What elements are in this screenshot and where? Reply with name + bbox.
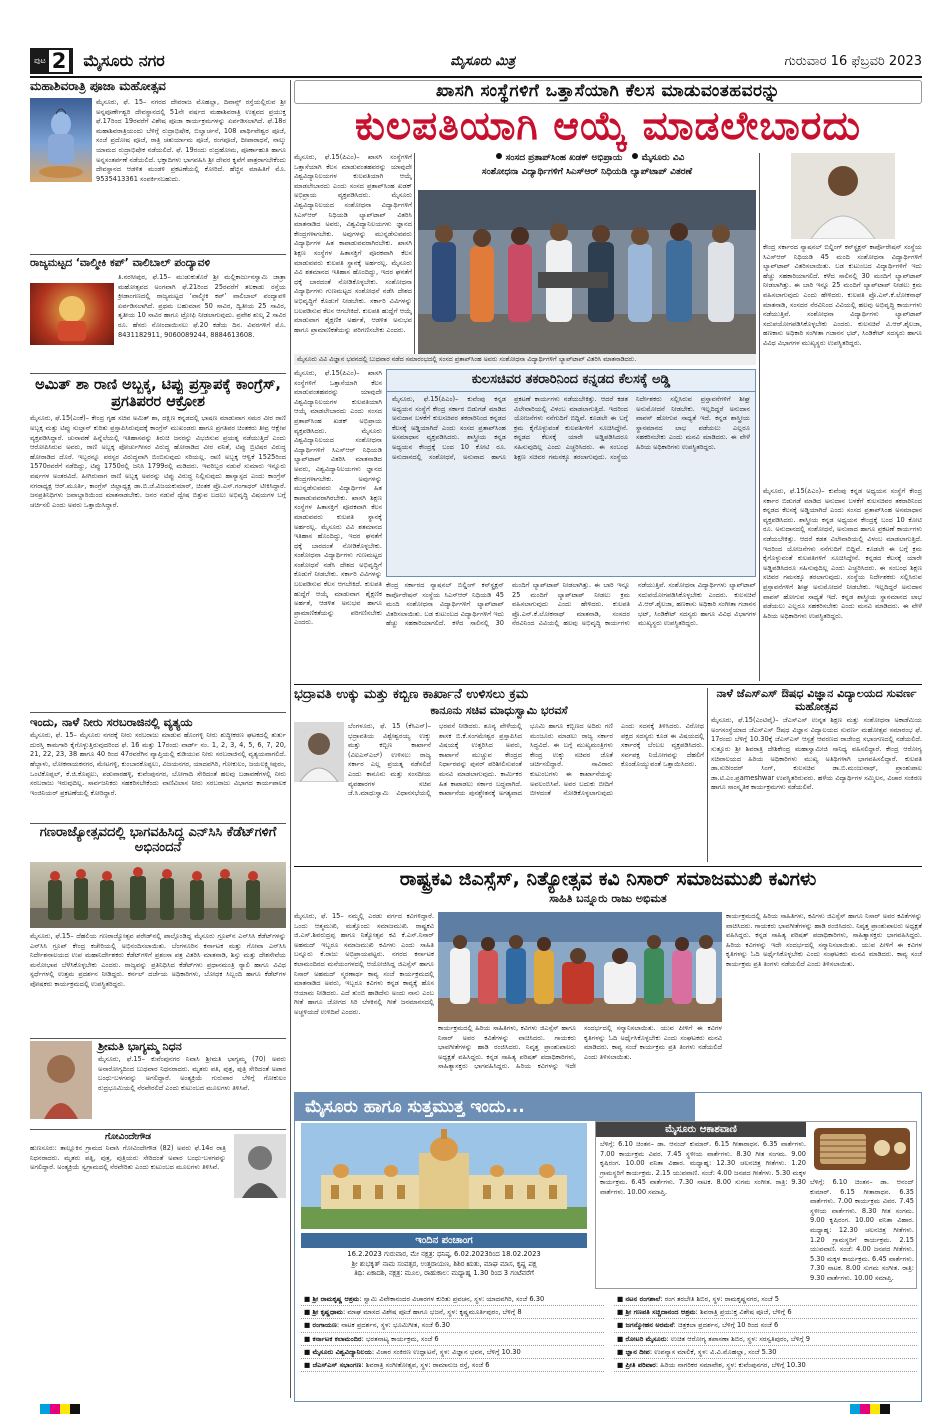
- event-title: ರಂಗಾಯಣ: [312, 1321, 337, 1330]
- event-detail: ಉಚಿತ ಆರೋಗ್ಯ ತಪಾಸಣಾ ಶಿಬಿರ, ಸ್ಥಳ: ಸರಸ್ವತಿಪುರಂ, ಬೆಳಿಗ್ಗೆ 9: [670, 1334, 811, 1343]
- column-divider: [290, 80, 291, 1398]
- divider: [30, 1038, 286, 1039]
- events-list: [301, 1293, 917, 1399]
- headline: ನಾಳೆ ಜೆಎಸ್‌ಎಸ್ ಔಷಧ ವಿಜ್ಞಾನ ವಿದ್ಯಾಲಯದ ಸುವರ್ಣ ಮಹೋತ್ಸವ: [716, 688, 917, 713]
- rashtrakavi-body-right: [726, 912, 922, 1088]
- headline: ಗೋವಿಂದೇಗೌಡ: [104, 1132, 152, 1142]
- portrait-photo: [234, 1134, 286, 1198]
- panchanga-line-3: ತಿಥಿ: ಏಕಾದಶಿ, ನಕ್ಷತ್ರ: ಮೂಲ, ರಾಹುಕಾಲ: ಮಧ್ಯಾಹ್ನ 1.30 ರಿಂದ 3 ಗಂಟೆವರೆಗೆ: [354, 1269, 534, 1278]
- story-body: ಮೈಸೂರು, ಫೆ. 15– ಮೈಸೂರು ನಗರಕ್ಕೆ ನೀರು ಸರಬರಾಜು ಮಾಡುವ ಹೊಂಗಳ್ಳಿ ನೀರು ಶುದ್ಧೀಕರಣ ಘಟಕದಲ್ಲಿ ತುರ್ತು ದುರಸ್ತಿ ಕಾಮಗಾರಿ ಕೈಗೊಳ್ಳುತ್ತಿರುವುದರಿಂದ ಫೆ. 16 ಮತ್ತು 17ರಂದು ವಾರ್ಡ್ ನಂ. 1, 2, 3, 4, 5, 6, 7, 20, 21, 22, 23, 38 ಹಾಗೂ 40 ರಿಂದ 47ರವರೆಗಿನ ವ್ಯಾಪ್ತಿಯಲ್ಲಿ ಕುಡಿಯುವ ನೀರು ಸರಬರಾಜಿನಲ್ಲಿ ವ್ಯತ್ಯಯವಾಗಲಿದೆ. ಹೆಬ್ಬಾಳು, ಲೋಕನಾಯಕನಗರ, ಮೇಟಗಳ್ಳಿ, ಕುಂಬಾರಕೊಪ್ಪಲು, ವಿಜಯನಗರ, ಯಾದವಗಿರಿ, ಗೋಕುಲಂ, ಜಯಲಕ್ಷ್ಮೀಪುರಂ, ಒಂಟಿಕೊಪ್ಪಲ್, ಕೆ.ಜಿ.ಕೊಪ್ಪಲು, ಪಡುವಾರಹಳ್ಳಿ, ಕುವೆಂಪುನಗರ, ಬೋಗಾದಿ ಸೇರಿದಂತೆ ಹಲವು ಬಡಾವಣೆಗಳಲ್ಲಿ ನೀರು ಸರಬರಾಜು ಇರುವುದಿಲ್ಲ. ಸಾರ್ವಜನಿಕರು ಸಹಕರಿಸಬೇಕೆಂದು ವಾಣಿವಿಲಾಸ ನೀರು ಸರಬರಾಜು ವಿಭಾಗದ ಕಾರ್ಯಪಾಲಕ ಇಂಜಿನಿಯರ್ ಪ್ರಕಟಣೆಯಲ್ಲಿ ಕೋರಿದ್ದಾರೆ.: [30, 731, 286, 797]
- subhead: ಕಾನೂನು ಸಚಿವ ಮಾಧುಸ್ವಾಮಿ ಭರವಸೆ: [430, 703, 568, 717]
- story-ncc: [30, 826, 286, 1036]
- issue-date: ಗುರುವಾರ 16 ಫೆಬ್ರವರಿ 2023: [784, 53, 922, 69]
- lead-photo-caption: ಮೈಸೂರು ವಿವಿ ವಿಜ್ಞಾನ ಭವನದಲ್ಲಿ ಬುಧವಾರ ನಡೆದ ಸಮಾರಂಭದಲ್ಲಿ ಸಂಸದ ಪ್ರತಾಪ್‌ಸಿಂಹ ಅವರು ಸಂಶೋಧನಾ ವಿದ್ಯಾರ್ಥಿಗಳಿಗೆ ಲ್ಯಾಪ್‌ಟಾಪ್ ವಿತರಿಸಿ ಮಾತನಾಡಿದರು.: [294, 354, 756, 365]
- story-amit-shah: [30, 377, 286, 711]
- event-title: ರೋಟರಿ ಮೈಸೂರು: [625, 1334, 667, 1343]
- divider: [30, 254, 286, 255]
- lead-photo-laptop-distribution: [418, 190, 756, 354]
- bullet-icon: [632, 153, 638, 159]
- headline: ಗಣರಾಜ್ಯೋತ್ಸವದಲ್ಲಿ ಭಾಗವಹಿಸಿದ್ದ ಎನ್‌ಸಿಸಿ ಕೆಡೆಟ್‌ಗಳಿಗೆ ಅಭಿನಂದನೆ: [39, 826, 277, 855]
- subhead-3: ಸಂಶೋಧನಾ ವಿದ್ಯಾರ್ಥಿಗಳಿಗೆ ಸಿಎಸ್‌ಆರ್ ನಿಧಿಯಡಿ ಲ್ಯಾಪ್‌ಟಾಪ್ ವಿತರಣೆ: [481, 167, 693, 177]
- story-body: ಮೈಸೂರು, ಫೆ.15(ಪಿಎಂ)– ಕುವೆಂಪು ಕನ್ನಡ ಅಧ್ಯಯನ ಸಂಸ್ಥೆಗೆ ಕೇಂದ್ರ ಸರ್ಕಾರ ಬಿಡುಗಡೆ ಮಾಡಿದ ಅನುದಾನ ಬಳಕೆಗೆ ಕುಲಸಚಿವರ ತಕರಾರಿನಿಂದ ಕನ್ನಡದ ಕೆಲಸಕ್ಕೆ ಅಡ್ಡಿಯಾಗಿದೆ ಎಂದು ಸಂಸದ ಪ್ರತಾಪ್‌ಸಿಂಹ ಅಸಮಾಧಾನ ವ್ಯಕ್ತಪಡಿಸಿದರು. ಶಾಸ್ತ್ರೀಯ ಕನ್ನಡ ಅಧ್ಯಯನ ಕೇಂದ್ರಕ್ಕೆ ಬಂದ 10 ಕೋಟಿ ರೂ. ಅನುದಾನದಲ್ಲಿ ಸಂಶೋಧನೆ, ಅನುವಾದ ಹಾಗೂ ಪ್ರಕಟಣೆ ಕಾರ್ಯಗಳು ನಡೆಯಬೇಕಿತ್ತು. ಆದರೆ ಕಡತ ವಿಲೇವಾರಿಯಲ್ಲಿ ವಿಳಂಬ ಮಾಡಲಾಗುತ್ತಿದೆ. ಇದರಿಂದ ಯೋಜನೆಗಳು ನನೆಗುದಿಗೆ ಬಿದ್ದಿವೆ. ಕೂಡಲೇ ಈ ಬಗ್ಗೆ ಕ್ರಮ ಕೈಗೊಳ್ಳುವಂತೆ ಕುಲಪತಿಗಳಿಗೆ ಸೂಚಿಸಿದ್ದೇನೆ. ಕನ್ನಡದ ಕೆಲಸಕ್ಕೆ ಯಾರೇ ಅಡ್ಡಿಪಡಿಸಿದರೂ ಸಹಿಸುವುದಿಲ್ಲ ಎಂದು ಎಚ್ಚರಿಸಿದರು. ಈ ಸಂಬಂಧ ಶಿಕ್ಷಣ ಸಚಿವರ ಗಮನಕ್ಕೂ ತರಲಾಗುವುದು. ಸಂಸ್ಥೆಯ ನಿರ್ದೇಶಕರು ಸಲ್ಲಿಸಿರುವ ಪ್ರಸ್ತಾವನೆಗಳಿಗೆ ಶೀಘ್ರ ಅನುಮೋದನೆ ನೀಡಬೇಕು. ಇಲ್ಲದಿದ್ದರೆ ಅನುದಾನ ವಾಪಸ್ ಹೋಗುವ ಸಾಧ್ಯತೆ ಇದೆ. ಕನ್ನಡ ಶಾಸ್ತ್ರೀಯ ಸ್ಥಾನಮಾನದ ಲಾಭ ಪಡೆಯಲು ಎಲ್ಲರೂ ಸಹಕರಿಸಬೇಕು ಎಂದು ಮನವಿ ಮಾಡಿದರು. ಈ ವೇಳೆ ಹಿರಿಯ ಅಧಿಕಾರಿಗಳು ಉಪಸ್ಥಿತರಿದ್ದರು.: [763, 487, 922, 620]
- story-body: ಮೈಸೂರು, ಫೆ.15(ಎಂಕೆ)– ಕೇಂದ್ರ ಗೃಹ ಸಚಿವ ಅಮಿತ್ ಶಾ, ದಕ್ಷಿಣ ಕನ್ನಡದಲ್ಲಿ ಭಾಷಣ ಮಾಡುವಾಗ ಸಮರ ವೀರ ರಾಣಿ ಅಬ್ಬಕ್ಕ ಮತ್ತು ಟಿಪ್ಪು ಸುಲ್ತಾನ್ ಕುರಿತು ಪ್ರಸ್ತಾಪಿಸಿರುವುದಕ್ಕೆ ಕಾಂಗ್ರೆಸ್ ಮುಖಂಡರು ಹಾಗೂ ಪ್ರಗತಿಪರ ಚಿಂತಕರು ತೀವ್ರ ಆಕ್ಷೇಪ ವ್ಯಕ್ತಪಡಿಸಿದ್ದಾರೆ. ಚುನಾವಣೆ ಹಿನ್ನೆಲೆಯಲ್ಲಿ ಇತಿಹಾಸವನ್ನು ತಿರುಚಿ ಜನರನ್ನು ವಿಭಜಿಸುವ ಪ್ರಯತ್ನ ನಡೆಯುತ್ತಿದೆ ಎಂದು ಆರೋಪಿಸಿರುವ ಅವರು, ರಾಣಿ ಅಬ್ಬಕ್ಕ ಪೋರ್ಚುಗೀಸರ ವಿರುದ್ಧ ಹೋರಾಡಿದ ವೀರ ವನಿತೆ, ಟಿಪ್ಪು ಬ್ರಿಟಿಷರ ವಿರುದ್ಧ ಹೋರಾಡಿದ ದೊರೆ. ಇಬ್ಬರನ್ನೂ ಪರಸ್ಪರ ವಿರುದ್ಧವಾಗಿ ಬಿಂಬಿಸುವುದು ಸರಿಯಲ್ಲ. ರಾಣಿ ಅಬ್ಬಕ್ಕ ಆಳ್ವಿಕೆ 1525ರಿಂದ 1570ರವರೆಗೆ ನಡೆದಿದ್ದು, ಟಿಪ್ಪು 1750ರಲ್ಲಿ ಜನಿಸಿ 1799ರಲ್ಲಿ ಮಡಿದರು. ಇವರಿಬ್ಬರ ನಡುವೆ ಸುಮಾರು ಇನ್ನೂರು ವರ್ಷಗಳ ಅಂತರವಿದೆ. ಹೀಗಿರುವಾಗ ರಾಣಿ ಅಬ್ಬಕ್ಕ ಅವರನ್ನು ಟಿಪ್ಪು ವಿರುದ್ಧ ನಿಲ್ಲಿಸುವುದು ಹಾಸ್ಯಾಸ್ಪದ ಎಂದು ಕಾಂಗ್ರೆಸ್ ನಗರಾಧ್ಯಕ್ಷ ಆರ್.ಮೂರ್ತಿ, ಕಾಂಗ್ರೆಸ್ ಜಿಲ್ಲಾಧ್ಯಕ್ಷ ಡಾ.ಬಿ.ಜೆ.ವಿಜಯಕುಮಾರ್, ಚಿಂತಕ ಪ್ರೊ.ಎಸ್.ಗಂಗಾಧರ್ ಟೀಕಿಸಿದ್ದಾರೆ. ಜನಪ್ರತಿನಿಧಿಗಳು ಜವಾಬ್ದಾರಿಯಿಂದ ಮಾತನಾಡಬೇಕು. ಜನರ ನಡುವೆ ದ್ವೇಷ ಬಿತ್ತುವ ಬದಲು ಅಭಿವೃದ್ಧಿ ವಿಷಯಗಳ ಬಗ್ಗೆ ಚರ್ಚಿಸಲಿ ಎಂದು ಅವರು ಒತ್ತಾಯಿಸಿದ್ದಾರೆ.: [30, 414, 286, 509]
- portrait-photo: [30, 1041, 92, 1119]
- page-label: ಪುಟ: [34, 56, 46, 65]
- event-title: ಶ್ರೀ ರಾಮಕೃಷ್ಣ ಆಶ್ರಮ: [312, 1295, 360, 1303]
- event-item: ■ ಶ್ರೀ ಗಣಪತಿ ಸಚ್ಚಿದಾನಂದ ಆಶ್ರಮ: ಶಿವರಾತ್ರಿ ಪ್ರಯುಕ್ತ ವಿಶೇಷ ಪೂಜೆ, ಬೆಳಿಗ್ಗೆ 6: [614, 1306, 917, 1319]
- headline: ಇಂದು, ನಾಳೆ ನೀರು ಸರಬರಾಜಿನಲ್ಲಿ ವ್ಯತ್ಯಯ: [30, 716, 193, 729]
- print-registration-bar: [40, 1404, 80, 1414]
- story-body: ಕಾರ್ಯಕ್ರಮದಲ್ಲಿ ಹಿರಿಯ ಸಾಹಿತಿಗಳು, ಕವಿಗಳು ಜಿಎಸ್ಸೆಸ್ ಹಾಗೂ ನಿಸಾರ್ ಅವರ ಕವಿತೆಗಳನ್ನು ವಾಚಿಸಿದರು. ಗಾಯಕರು ಭಾವಗೀತೆಗಳನ್ನು ಹಾಡಿ ರಂಜಿಸಿದರು. ನಿವೃತ್ತ ಪ್ರಾಂಶುಪಾಲರು ಅಧ್ಯಕ್ಷತೆ ವಹಿಸಿದ್ದರು. ಕನ್ನಡ ಸಾಹಿತ್ಯ ಪರಿಷತ್ ಪದಾಧಿಕಾರಿಗಳು, ಸಾಹಿತ್ಯಾಸಕ್ತರು ಭಾಗವಹಿಸಿದ್ದರು. ಹಿರಿಯ ಕವಿಗಳನ್ನು ಇದೇ ಸಂದರ್ಭದಲ್ಲಿ ಸನ್ಮಾನಿಸಲಾಯಿತು. ಯುವ ಪೀಳಿಗೆ ಈ ಕವಿಗಳ ಕೃತಿಗಳನ್ನು ಓದಿ ಅರ್ಥೈಸಿಕೊಳ್ಳಬೇಕು ಎಂದು ಸಂಘಟಕರು ಮನವಿ ಮಾಡಿದರು. ಕಾವ್ಯ ಸಂಜೆ ಕಾರ್ಯಕ್ರಮ ಪ್ರತಿ ತಿಂಗಳು ನಡೆಯಲಿದೆ ಎಂದು ತಿಳಿಸಲಾಯಿತು.: [438, 1024, 722, 1071]
- story-body: ಮೈಸೂರು, ಫೆ.15– ಕುವೆಂಪುನಗರ ನಿವಾಸಿ ಶ್ರೀಮತಿ ಭಾಗ್ಯಮ್ಮ (70) ಅವರು ಅನಾರೋಗ್ಯದಿಂದ ಬುಧವಾರ ನಿಧನರಾದರು. ಮೃತರು ಪತಿ, ಪುತ್ರ, ಪುತ್ರಿ ಸೇರಿದಂತೆ ಅಪಾರ ಬಂಧು-ಬಳಗವನ್ನು ಅಗಲಿದ್ದಾರೆ. ಅಂತ್ಯಕ್ರಿಯೆ ಗುರುವಾರ ಬೆಳಿಗ್ಗೆ ಗೋಕುಲಂ ರುದ್ರಭೂಮಿಯಲ್ಲಿ ನೆರವೇರಲಿದೆ ಎಂದು ಕುಟುಂಬದ ಮೂಲಗಳು ತಿಳಿಸಿವೆ.: [98, 1055, 286, 1092]
- bullet-icon: [496, 153, 502, 159]
- event-detail: ರಂಗ ತರಬೇತಿ ಶಿಬಿರ, ಸ್ಥಳ: ರಾಮಕೃಷ್ಣನಗರ, ಸಂಜೆ 5: [664, 1295, 779, 1303]
- divider: [294, 866, 922, 867]
- rashtrakavi-body-under-photo: [438, 1024, 722, 1088]
- event-detail: ಹಿರಿಯ ನಾಗರಿಕರ ಸಮಾವೇಶ, ಸ್ಥಳ: ಕುವೆಂಪುನಗರ, ಬೆಳಿಗ್ಗೆ 10.30: [660, 1361, 806, 1370]
- subhead-1: ಸಂಸದ ಪ್ರತಾಪ್‌ಸಿಂಹ ಖಡಕ್ ಅಭಿಪ್ರಾಯ: [505, 153, 623, 163]
- event-item: ■ ಪ್ರೀತಿ ಪರಿವಾರ: ಹಿರಿಯ ನಾಗರಿಕರ ಸಮಾವೇಶ, ಸ್ಥಳ: ಕುವೆಂಪುನಗರ, ಬೆಳಿಗ್ಗೆ 10.30: [614, 1359, 917, 1372]
- event-detail: ಶಿವರಾತ್ರಿ ಪ್ರಯುಕ್ತ ವಿಶೇಷ ಪೂಜೆ, ಬೆಳಿಗ್ಗೆ 6: [700, 1308, 792, 1317]
- akashvani-box: [595, 1121, 917, 1289]
- divider: [294, 684, 922, 685]
- event-item: ■ ರಂಗಾಯಣ: ನಾಟಕ ಪ್ರದರ್ಶನ, ಸ್ಥಳ: ಭೂಮಿಗೀತ, ಸಂಜೆ 6.30: [301, 1319, 604, 1332]
- lead-kicker: ಖಾಸಗಿ ಸಂಸ್ಥೆಗಳಿಗೆ ಒತ್ತಾಸೆಯಾಗಿ ಕೆಲಸ ಮಾಡುವಂತಹವರನ್ನು: [435, 81, 781, 101]
- masthead-rule: [30, 76, 922, 78]
- story-body: ಕಾರ್ಯಕ್ರಮದಲ್ಲಿ ಹಿರಿಯ ಸಾಹಿತಿಗಳು, ಕವಿಗಳು ಜಿಎಸ್ಸೆಸ್ ಹಾಗೂ ನಿಸಾರ್ ಅವರ ಕವಿತೆಗಳನ್ನು ವಾಚಿಸಿದರು. ಗಾಯಕರು ಭಾವಗೀತೆಗಳನ್ನು ಹಾಡಿ ರಂಜಿಸಿದರು. ನಿವೃತ್ತ ಪ್ರಾಂಶುಪಾಲರು ಅಧ್ಯಕ್ಷತೆ ವಹಿಸಿದ್ದರು. ಕನ್ನಡ ಸಾಹಿತ್ಯ ಪರಿಷತ್ ಪದಾಧಿಕಾರಿಗಳು, ಸಾಹಿತ್ಯಾಸಕ್ತರು ಭಾಗವಹಿಸಿದ್ದರು. ಹಿರಿಯ ಕವಿಗಳನ್ನು ಇದೇ ಸಂದರ್ಭದಲ್ಲಿ ಸನ್ಮಾನಿಸಲಾಯಿತು. ಯುವ ಪೀಳಿಗೆ ಈ ಕವಿಗಳ ಕೃತಿಗಳನ್ನು ಓದಿ ಅರ್ಥೈಸಿಕೊಳ್ಳಬೇಕು ಎಂದು ಸಂಘಟಕರು ಮನವಿ ಮಾಡಿದರು. ಕಾವ್ಯ ಸಂಜೆ ಕಾರ್ಯಕ್ರಮ ಪ್ರತಿ ತಿಂಗಳು ನಡೆಯಲಿದೆ ಎಂದು ತಿಳಿಸಲಾಯಿತು.: [726, 912, 922, 968]
- headline: ಕುಲಸಚಿವರ ತಕರಾರಿನಿಂದ ಕನ್ನಡದ ಕೆಲಸಕ್ಕೆ ಅಡ್ಡಿ: [387, 370, 755, 392]
- story-kulasachiva-box: [386, 369, 756, 577]
- story-body: ಮೈಸೂರು, ಫೆ.15(ಪಿಎಂ)– ಖಾಸಗಿ ಸಂಸ್ಥೆಗಳಿಗೆ ಒತ್ತಾಸೆಯಾಗಿ ಕೆಲಸ ಮಾಡುವಂತಹವರನ್ನು ಯಾವುದೇ ವಿಶ್ವವಿದ್ಯಾನಿಲಯಗಳ ಕುಲಪತಿಯಾಗಿ ಆಯ್ಕೆ ಮಾಡಲೇಬಾರದು ಎಂದು ಸಂಸದ ಪ್ರತಾಪ್‌ಸಿಂಹ ಖಡಕ್ ಅಭಿಪ್ರಾಯ ವ್ಯಕ್ತಪಡಿಸಿದರು. ಮೈಸೂರು ವಿಶ್ವವಿದ್ಯಾನಿಲಯದ ಸಂಶೋಧನಾ ವಿದ್ಯಾರ್ಥಿಗಳಿಗೆ ಸಿಎಸ್‌ಆರ್ ನಿಧಿಯಡಿ ಲ್ಯಾಪ್‌ಟಾಪ್ ವಿತರಿಸಿ ಮಾತನಾಡಿದ ಅವರು, ವಿಶ್ವವಿದ್ಯಾನಿಲಯಗಳು ಜ್ಞಾನದ ಕೇಂದ್ರಗಳಾಗಬೇಕು. ಅವುಗಳನ್ನು ಮುನ್ನಡೆಸುವವರು ವಿದ್ಯಾರ್ಥಿಗಳ ಹಿತ ಕಾಪಾಡುವವರಾಗಿರಬೇಕು. ಖಾಸಗಿ ಶಿಕ್ಷಣ ಸಂಸ್ಥೆಗಳ ಹಿತಾಸಕ್ತಿಗೆ ಪೂರಕವಾಗಿ ಕೆಲಸ ಮಾಡುವವರು ಕುಲಪತಿ ಸ್ಥಾನಕ್ಕೆ ಅರ್ಹರಲ್ಲ. ಮೈಸೂರು ವಿವಿ ಶತಮಾನದ ಇತಿಹಾಸ ಹೊಂದಿದ್ದು, ಇದರ ಘನತೆಗೆ ಧಕ್ಕೆ ಬಾರದಂತೆ ನೋಡಿಕೊಳ್ಳಬೇಕು. ಸಂಶೋಧನಾ ವಿದ್ಯಾರ್ಥಿಗಳು ಗುಣಮಟ್ಟದ ಸಂಶೋಧನೆ ನಡೆಸಿ ದೇಶದ ಅಭಿವೃದ್ಧಿಗೆ ಕೊಡುಗೆ ನೀಡಬೇಕು. ಸರ್ಕಾರಿ ವಿವಿಗಳನ್ನು ಬಲಪಡಿಸುವ ಕೆಲಸ ಆಗಬೇಕಿದೆ. ಕುಲಪತಿ ಹುದ್ದೆಗೆ ಆಯ್ಕೆ ಮಾಡುವಾಗ ಶೈಕ್ಷಣಿಕ ಅರ್ಹತೆ, ಆಡಳಿತ ಅನುಭವ ಹಾಗೂ ಪ್ರಾಮಾಣಿಕತೆಯನ್ನು ಪರಿಗಣಿಸಬೇಕು ಎಂದರು.: [294, 369, 382, 627]
- radio-icon: [810, 1124, 914, 1174]
- headline: ಅಮಿತ್ ಶಾ ರಾಣಿ ಅಬ್ಬಕ್ಕ, ಟಿಪ್ಪು ಪ್ರಸ್ತಾಪಕ್ಕೆ ಕಾಂಗ್ರೆಸ್, ಪ್ರಗತಿಪರರ ಆಕ್ರೋಶ: [35, 377, 281, 410]
- paper-name: ಮೈಸೂರು ಮಿತ್ರ: [450, 53, 516, 69]
- section-banner: ಮೈಸೂರು ಹಾಗೂ ಸುತ್ತಮುತ್ತ ಇಂದು...: [295, 1093, 695, 1121]
- mysore-palace-image: [301, 1123, 587, 1229]
- story-volleyball: [30, 257, 286, 371]
- deity-image: [30, 283, 114, 345]
- event-detail: ಭರತನಾಟ್ಯ ಕಾರ್ಯಕ್ರಮ, ಸಂಜೆ 6: [365, 1334, 439, 1343]
- divider: [707, 688, 708, 862]
- event-item: ■ ಜೆಎಸ್‌ಎಸ್ ಸಭಾಂಗಣ: ಶಿವರಾತ್ರಿ ಸಂಗೀತೋತ್ಸವ, ಸ್ಥಳ: ರಾಮಾನುಜ ರಸ್ತೆ, ಸಂಜೆ 6: [301, 1359, 604, 1372]
- event-title: ಜಗನ್ಮೋಹನ ಅರಮನೆ: [625, 1321, 674, 1330]
- event-detail: ಚಿತ್ರಕಲಾ ಪ್ರದರ್ಶನ, ಬೆಳಿಗ್ಗೆ 10 ರಿಂದ ಸಂಜೆ 6: [678, 1321, 779, 1330]
- story-body: ಮೈಸೂರು, ಫೆ.15(ಪಿಎಂ)– ಖಾಸಗಿ ಸಂಸ್ಥೆಗಳಿಗೆ ಒತ್ತಾಸೆಯಾಗಿ ಕೆಲಸ ಮಾಡುವಂತಹವರನ್ನು ಯಾವುದೇ ವಿಶ್ವವಿದ್ಯಾನಿಲಯಗಳ ಕುಲಪತಿಯಾಗಿ ಆಯ್ಕೆ ಮಾಡಲೇಬಾರದು ಎಂದು ಸಂಸದ ಪ್ರತಾಪ್‌ಸಿಂಹ ಖಡಕ್ ಅಭಿಪ್ರಾಯ ವ್ಯಕ್ತಪಡಿಸಿದರು. ಮೈಸೂರು ವಿಶ್ವವಿದ್ಯಾನಿಲಯದ ಸಂಶೋಧನಾ ವಿದ್ಯಾರ್ಥಿಗಳಿಗೆ ಸಿಎಸ್‌ಆರ್ ನಿಧಿಯಡಿ ಲ್ಯಾಪ್‌ಟಾಪ್ ವಿತರಿಸಿ ಮಾತನಾಡಿದ ಅವರು, ವಿಶ್ವವಿದ್ಯಾನಿಲಯಗಳು ಜ್ಞಾನದ ಕೇಂದ್ರಗಳಾಗಬೇಕು. ಅವುಗಳನ್ನು ಮುನ್ನಡೆಸುವವರು ವಿದ್ಯಾರ್ಥಿಗಳ ಹಿತ ಕಾಪಾಡುವವರಾಗಿರಬೇಕು. ಖಾಸಗಿ ಶಿಕ್ಷಣ ಸಂಸ್ಥೆಗಳ ಹಿತಾಸಕ್ತಿಗೆ ಪೂರಕವಾಗಿ ಕೆಲಸ ಮಾಡುವವರು ಕುಲಪತಿ ಸ್ಥಾನಕ್ಕೆ ಅರ್ಹರಲ್ಲ. ಮೈಸೂರು ವಿವಿ ಶತಮಾನದ ಇತಿಹಾಸ ಹೊಂದಿದ್ದು, ಇದರ ಘನತೆಗೆ ಧಕ್ಕೆ ಬಾರದಂತೆ ನೋಡಿಕೊಳ್ಳಬೇಕು. ಸಂಶೋಧನಾ ವಿದ್ಯಾರ್ಥಿಗಳು ಗುಣಮಟ್ಟದ ಸಂಶೋಧನೆ ನಡೆಸಿ ದೇಶದ ಅಭಿವೃದ್ಧಿಗೆ ಕೊಡುಗೆ ನೀಡಬೇಕು. ಸರ್ಕಾರಿ ವಿವಿಗಳನ್ನು ಬಲಪಡಿಸುವ ಕೆಲಸ ಆಗಬೇಕಿದೆ. ಕುಲಪತಿ ಹುದ್ದೆಗೆ ಆಯ್ಕೆ ಮಾಡುವಾಗ ಶೈಕ್ಷಣಿಕ ಅರ್ಹತೆ, ಆಡಳಿತ ಅನುಭವ ಹಾಗೂ ಪ್ರಾಮಾಣಿಕತೆಯನ್ನು ಪರಿಗಣಿಸಬೇಕು ಎಂದರು.: [294, 153, 412, 334]
- event-detail: ಮಾಘ ಮಾಸದ ವಿಶೇಷ ಪೂಜೆ ಹಾಗೂ ಭಜನೆ, ಸ್ಥಳ: ಕೃಷ್ಣಮೂರ್ತಿಪುರಂ, ಬೆಳಿಗ್ಗೆ 8: [347, 1308, 522, 1317]
- story-body: ಮೈಸೂರು, ಫೆ. 15– ನಗರದ ದೇವರಾಜ ಮೊಹಲ್ಲಾ, ದಿವಾನ್ಸ್ ರಸ್ತೆಯಲ್ಲಿರುವ ಶ್ರೀ ಅನ್ನಪೂರ್ಣೇಶ್ವರಿ ದೇವಸ್ಥಾನದಲ್ಲಿ 51ನೇ ವರ್ಷದ ಮಹಾಶಿವರಾತ್ರಿ ಉತ್ಸವದ ಪ್ರಯುಕ್ತ ಫೆ.17ರಿಂದ 19ರವರೆಗೆ ವಿಶೇಷ ಪೂಜಾ ಕಾರ್ಯಕ್ರಮಗಳನ್ನು ಏರ್ಪಡಿಸಲಾಗಿದೆ. ಫೆ.18ರ ಮಹಾಶಿವರಾತ್ರಿಯಂದು ಬೆಳಿಗ್ಗೆ ರುದ್ರಾಭಿಷೇಕ, ಬಿಲ್ವಾರ್ಚನೆ, 108 ಪಾರ್ಥಿವೇಶ್ವರ ಪೂಜೆ, ಸಂಜೆ ಪ್ರದೋಷ ಪೂಜೆ, ರಾತ್ರಿ ಚತುರ್ಯಾಮ ಪೂಜೆ, ರಂಗಪೂಜೆ, ದೀಪಾರಾಧನೆ, ನಾಲ್ಕು ಯಾಮದ ರುದ್ರಾಭಿಷೇಕ ನಡೆಯಲಿದೆ. ಫೆ. 19ರಂದು ರುದ್ರಹೋಮ, ಪೂರ್ಣಾಹುತಿ ಹಾಗೂ ಅನ್ನಸಂತರ್ಪಣೆ ನಡೆಯಲಿದೆ. ಭಕ್ತಾದಿಗಳು ಭಾಗವಹಿಸಿ ಶ್ರೀ ದೇವರ ಕೃಪೆಗೆ ಪಾತ್ರರಾಗಬೇಕೆಂದು ದೇವಸ್ಥಾನದ ಆಡಳಿತ ಮಂಡಳಿ ಪ್ರಕಟಣೆಯಲ್ಲಿ ಕೋರಿದೆ. ಹೆಚ್ಚಿನ ಮಾಹಿತಿಗೆ ಮೊ. 9535413361 ಸಂಪರ್ಕಿಸಬಹುದು.: [96, 98, 286, 183]
- event-title: ಜ್ಞಾನ ದೀಪ: [625, 1347, 650, 1356]
- story-body: ಹುಣಸೂರು: ತಾಲ್ಲೂಕಿನ ಗ್ರಾಮದ ನಿವಾಸಿ ಗೋವಿಂದೇಗೌಡ (82) ಅವರು ಫೆ.14ರ ರಾತ್ರಿ ನಿಧನರಾದರು. ಮೃತರು ಪತ್ನಿ, ಪುತ್ರ, ಪುತ್ರಿಯರು ಸೇರಿದಂತೆ ಅಪಾರ ಬಂಧು-ಬಳಗವನ್ನು ಅಗಲಿದ್ದಾರೆ. ಅಂತ್ಯಕ್ರಿಯೆ ಸ್ವಗ್ರಾಮದಲ್ಲಿ ನೆರವೇರಿತು ಎಂದು ಕುಟುಂಬದ ಮೂಲಗಳು ತಿಳಿಸಿವೆ.: [30, 1144, 226, 1172]
- lead-headline: ಕುಲಪತಿಯಾಗಿ ಆಯ್ಕೆ ಮಾಡಲೇಬಾರದು: [354, 104, 862, 149]
- masthead: [30, 46, 922, 76]
- divider: [30, 1129, 286, 1130]
- event-detail: ಸ್ವಾಮಿ ವಿವೇಕಾನಂದರ ವಿಚಾರಗಳ ಕುರಿತು ಪ್ರವಚನ, ಸ್ಥಳ: ಯಾದವಗಿರಿ, ಸಂಜೆ 6.30: [363, 1295, 545, 1303]
- divider: [414, 153, 415, 365]
- lead-headline-box: [294, 104, 922, 152]
- event-title: ಜೆಎಸ್‌ಎಸ್ ಸಭಾಂಗಣ: [312, 1361, 362, 1370]
- mysuru-today-section: [294, 1092, 922, 1402]
- story-body: ತಿ.ನರಸೀಪುರ, ಫೆ.15– ಮುಡುಕುತೊರೆ ಶ್ರೀ ಮಲ್ಲಿಕಾರ್ಜುನಸ್ವಾಮಿ ಜಾತ್ರಾ ಮಹೋತ್ಸವದ ಅಂಗವಾಗಿ ಫೆ.21ರಿಂದ 25ರವರೆಗೆ ತಲಕಾಡು ರಸ್ತೆಯ ಕ್ರೀಡಾಂಗಣದಲ್ಲಿ ರಾಜ್ಯಮಟ್ಟದ ‘ವಾಲ್ಮೀಕಿ ಕಪ್’ ವಾಲಿಬಾಲ್ ಪಂದ್ಯಾವಳಿ ಏರ್ಪಡಿಸಲಾಗಿದೆ. ಪ್ರಥಮ ಬಹುಮಾನ 50 ಸಾವಿರ, ದ್ವಿತೀಯ 25 ಸಾವಿರ, ತೃತೀಯ 10 ಸಾವಿರ ಹಾಗೂ ಟ್ರೋಫಿ ನೀಡಲಾಗುವುದು. ಪ್ರವೇಶ ಶುಲ್ಕ 2 ಸಾವಿರ ರೂ. ಹೆಸರು ನೋಂದಾಯಿಸಲು ಫೆ.20 ಕಡೆಯ ದಿನ. ವಿವರಗಳಿಗೆ ಮೊ. 8431182911, 9060089244, 8884613608.: [118, 273, 286, 339]
- event-title: ಶ್ರೀ ಗಣಪತಿ ಸಚ್ಚಿದಾನಂದ ಆಶ್ರಮ: [625, 1308, 696, 1317]
- divider: [30, 712, 286, 713]
- event-title: ಮೈಸೂರು ವಿಶ್ವವಿದ್ಯಾನಿಲಯ: [312, 1347, 372, 1356]
- subhead-2: ಮೈಸೂರು ವಿವಿ: [641, 153, 685, 163]
- obituary-bhagyamma: [30, 1041, 286, 1127]
- story-body: ಮೈಸೂರು, ಫೆ.15(ಪಿಎಂ)– ಕುವೆಂಪು ಕನ್ನಡ ಅಧ್ಯಯನ ಸಂಸ್ಥೆಗೆ ಕೇಂದ್ರ ಸರ್ಕಾರ ಬಿಡುಗಡೆ ಮಾಡಿದ ಅನುದಾನ ಬಳಕೆಗೆ ಕುಲಸಚಿವರ ತಕರಾರಿನಿಂದ ಕನ್ನಡದ ಕೆಲಸಕ್ಕೆ ಅಡ್ಡಿಯಾಗಿದೆ ಎಂದು ಸಂಸದ ಪ್ರತಾಪ್‌ಸಿಂಹ ಅಸಮಾಧಾನ ವ್ಯಕ್ತಪಡಿಸಿದರು. ಶಾಸ್ತ್ರೀಯ ಕನ್ನಡ ಅಧ್ಯಯನ ಕೇಂದ್ರಕ್ಕೆ ಬಂದ 10 ಕೋಟಿ ರೂ. ಅನುದಾನದಲ್ಲಿ ಸಂಶೋಧನೆ, ಅನುವಾದ ಹಾಗೂ ಪ್ರಕಟಣೆ ಕಾರ್ಯಗಳು ನಡೆಯಬೇಕಿತ್ತು. ಆದರೆ ಕಡತ ವಿಲೇವಾರಿಯಲ್ಲಿ ವಿಳಂಬ ಮಾಡಲಾಗುತ್ತಿದೆ. ಇದರಿಂದ ಯೋಜನೆಗಳು ನನೆಗುದಿಗೆ ಬಿದ್ದಿವೆ. ಕೂಡಲೇ ಈ ಬಗ್ಗೆ ಕ್ರಮ ಕೈಗೊಳ್ಳುವಂತೆ ಕುಲಪತಿಗಳಿಗೆ ಸೂಚಿಸಿದ್ದೇನೆ. ಕನ್ನಡದ ಕೆಲಸಕ್ಕೆ ಯಾರೇ ಅಡ್ಡಿಪಡಿಸಿದರೂ ಸಹಿಸುವುದಿಲ್ಲ ಎಂದು ಎಚ್ಚರಿಸಿದರು. ಈ ಸಂಬಂಧ ಶಿಕ್ಷಣ ಸಚಿವರ ಗಮನಕ್ಕೂ ತರಲಾಗುವುದು. ಸಂಸ್ಥೆಯ ನಿರ್ದೇಶಕರು ಸಲ್ಲಿಸಿರುವ ಪ್ರಸ್ತಾವನೆಗಳಿಗೆ ಶೀಘ್ರ ಅನುಮೋದನೆ ನೀಡಬೇಕು. ಇಲ್ಲದಿದ್ದರೆ ಅನುದಾನ ವಾಪಸ್ ಹೋಗುವ ಸಾಧ್ಯತೆ ಇದೆ. ಕನ್ನಡ ಶಾಸ್ತ್ರೀಯ ಸ್ಥಾನಮಾನದ ಲಾಭ ಪಡೆಯಲು ಎಲ್ಲರೂ ಸಹಕರಿಸಬೇಕು ಎಂದು ಮನವಿ ಮಾಡಿದರು. ಈ ವೇಳೆ ಹಿರಿಯ ಅಧಿಕಾರಿಗಳು ಉಪಸ್ಥಿತರಿದ್ದರು.: [392, 394, 750, 461]
- story-jss: [711, 688, 922, 864]
- akashvani-schedule: ಬೆಳಿಗ್ಗೆ: 6.10 ಚಿಂತನ– ಡಾ. ಆನಂದ್ ಕುಮಾರ್. 6.15 ಗೀತಾರಾಧನ. 6.35 ವಾರ್ತೆಗಳು. 7.00 ಕಾರ್ಯಕ್ರಮ ವಿವರ. 7.45 ಸ್ಥಳೀಯ ವಾರ್ತೆಗಳು. 8.30 ಗೀತ ಸಂಗಮ. 9.00 ಕೃಷಿರಂಗ. 10.00 ವನಿತಾ ವಿಹಾರ. ಮಧ್ಯಾಹ್ನ: 12.30 ಚಲನಚಿತ್ರ ಗೀತೆಗಳು. 1.20 ಗ್ರಾಮಸ್ಥರಿಗೆ ಕಾರ್ಯಕ್ರಮ. 2.15 ಯುವವಾಣಿ. ಸಂಜೆ: 4.00 ಜನಪದ ಗೀತೆಗಳು. 5.30 ಮಕ್ಕಳ ಕಾರ್ಯಕ್ರಮ. 6.45 ವಾರ್ತೆಗಳು. 7.30 ನಾಟಕ. 8.00 ಸುಗಮ ಸಂಗೀತ. ರಾತ್ರಿ: 9.30 ವಾರ್ತೆಗಳು. 10.00 ಸಮಾಪ್ತಿ.: [600, 1140, 806, 1196]
- lead-body-left: [294, 153, 412, 368]
- headline: ಶ್ರೀಮತಿ ಭಾಗ್ಯಮ್ಮ ನಿಧನ: [98, 1041, 182, 1053]
- story-bhadravathi: [294, 688, 704, 864]
- event-title: ಶ್ರೀ ಕೃಷ್ಣಧಾಮ: [312, 1308, 343, 1317]
- story-body: ಮೈಸೂರು, ಫೆ.15(ಎಂಟಿವೈ)– ಜೆಎಸ್‌ಎಸ್ ಉನ್ನತ ಶಿಕ್ಷಣ ಮತ್ತು ಸಂಶೋಧನಾ ಅಕಾಡೆಮಿಯ ಅಂಗಸಂಸ್ಥೆಯಾದ ಜೆಎಸ್‌ಎಸ್ ಔಷಧ ವಿಜ್ಞಾನ ವಿದ್ಯಾಲಯದ ಸುವರ್ಣ ಮಹೋತ್ಸವ ಸಮಾರಂಭ ಫೆ. 17ರಂದು ಬೆಳಿಗ್ಗೆ 10.30ಕ್ಕೆ ಜೆಎಸ್‌ಎಸ್ ಆಸ್ಪತ್ರೆ ಆವರಣದ ರಾಜೇಂದ್ರ ಸಭಾಂಗಣದಲ್ಲಿ ನಡೆಯಲಿದೆ. ಸುತ್ತೂರು ಶ್ರೀ ಶಿವರಾತ್ರಿ ದೇಶಿಕೇಂದ್ರ ಮಹಾಸ್ವಾಮೀಜಿ ಸಾನಿಧ್ಯ ವಹಿಸಲಿದ್ದಾರೆ. ಕೇಂದ್ರ ಆರೋಗ್ಯ ಸಚಿವಾಲಯದ ಹಿರಿಯ ಅಧಿಕಾರಿಗಳು ಮುಖ್ಯ ಅತಿಥಿಗಳಾಗಿ ಭಾಗವಹಿಸಲಿದ್ದಾರೆ. ಕುಲಪತಿ ಡಾ.ಸುರೀಂದರ್ ಸಿಂಗ್, ಕುಲಸಚಿವ ಡಾ.ಬಿ.ಮಂಜುನಾಥ್, ಪ್ರಾಂಶುಪಾಲ ಡಾ.ಟಿ.ಎಂ.ಪ್ರameshwar ಉಪಸ್ಥಿತರಿರುವರು. ಹಳೆಯ ವಿದ್ಯಾರ್ಥಿಗಳ ಸಮ್ಮಿಲನ, ವಿಚಾರ ಸಂಕಿರಣ ಹಾಗೂ ಸಾಂಸ್ಕೃತಿಕ ಕಾರ್ಯಕ್ರಮಗಳು ನಡೆಯಲಿವೆ.: [711, 716, 922, 792]
- event-item: ■ ರೋಟರಿ ಮೈಸೂರು: ಉಚಿತ ಆರೋಗ್ಯ ತಪಾಸಣಾ ಶಿಬಿರ, ಸ್ಥಳ: ಸರಸ್ವತಿಪುರಂ, ಬೆಳಿಗ್ಗೆ 9: [614, 1333, 917, 1346]
- headline: ರಾಜ್ಯಮಟ್ಟದ ‘ವಾಲ್ಮೀಕಿ ಕಪ್’ ವಾಲಿಬಾಲ್ ಪಂದ್ಯಾವಳಿ: [30, 257, 211, 269]
- lead-body-bottom: [386, 581, 756, 681]
- shiva-image: [30, 98, 92, 182]
- portrait-photo: [294, 722, 344, 782]
- obituary-govindegowda: [30, 1132, 286, 1200]
- headline: ರಾಷ್ಟ್ರಕವಿ ಜಿಎಸ್ಸೆಸ್, ನಿತ್ಯೋತ್ಸವ ಕವಿ ನಿಸಾರ್ ಸಮಾಜಮುಖಿ ಕವಿಗಳು: [399, 869, 817, 890]
- panchanga-box: [301, 1233, 587, 1289]
- akashvani-schedule-cont: ಬೆಳಿಗ್ಗೆ: 6.10 ಚಿಂತನ– ಡಾ. ಆನಂದ್ ಕುಮಾರ್. 6.15 ಗೀತಾರಾಧನ. 6.35 ವಾರ್ತೆಗಳು. 7.00 ಕಾರ್ಯಕ್ರಮ ವಿವರ. 7.45 ಸ್ಥಳೀಯ ವಾರ್ತೆಗಳು. 8.30 ಗೀತ ಸಂಗಮ. 9.00 ಕೃಷಿರಂಗ. 10.00 ವನಿತಾ ವಿಹಾರ. ಮಧ್ಯಾಹ್ನ: 12.30 ಚಲನಚಿತ್ರ ಗೀತೆಗಳು. 1.20 ಗ್ರಾಮಸ್ಥರಿಗೆ ಕಾರ್ಯಕ್ರಮ. 2.15 ಯುವವಾಣಿ. ಸಂಜೆ: 4.00 ಜನಪದ ಗೀತೆಗಳು. 5.30 ಮಕ್ಕಳ ಕಾರ್ಯಕ್ರಮ. 6.45 ವಾರ್ತೆಗಳು. 7.30 ನಾಟಕ. 8.00 ಸುಗಮ ಸಂಗೀತ. ರಾತ್ರಿ: 9.30 ವಾರ್ತೆಗಳು. 10.00 ಸಮಾಪ್ತಿ.: [810, 1178, 914, 1282]
- divider: [30, 373, 286, 374]
- event-item: ■ ನಟನ ರಂಗಶಾಲೆ: ರಂಗ ತರಬೇತಿ ಶಿಬಿರ, ಸ್ಥಳ: ರಾಮಕೃಷ್ಣನಗರ, ಸಂಜೆ 5: [614, 1293, 917, 1306]
- ncc-cadets-photo: [30, 862, 286, 928]
- event-item: ■ ಶ್ರೀ ರಾಮಕೃಷ್ಣ ಆಶ್ರಮ: ಸ್ವಾಮಿ ವಿವೇಕಾನಂದರ ವಿಚಾರಗಳ ಕುರಿತು ಪ್ರವಚನ, ಸ್ಥಳ: ಯಾದವಗಿರಿ, ಸಂಜೆ 6.30: [301, 1293, 604, 1306]
- headline: ಮಹಾಶಿವರಾತ್ರಿ ಪೂಜಾ ಮಹೋತ್ಸವ: [30, 80, 166, 93]
- event-detail: ಉಪನ್ಯಾಸ ಮಾಲಿಕೆ, ಸ್ಥಳ: ವಿ.ವಿ.ಮೊಹಲ್ಲಾ, ಸಂಜೆ 5.30: [654, 1347, 777, 1356]
- panchanga-title: ಇಂದಿನ ಪಂಚಾಂಗ: [301, 1233, 587, 1248]
- story-body: ಬೆಂಗಳೂರು, ಫೆ. 15 (ಕೆಸಿಎನ್)– ಭದ್ರಾವತಿಯ ವಿಶ್ವೇಶ್ವರಯ್ಯ ಉಕ್ಕು ಮತ್ತು ಕಬ್ಬಿಣ ಕಾರ್ಖಾನೆ (ವಿಐಎಸ್‌ಎಲ್) ಉಳಿಸಲು ರಾಜ್ಯ ಸರ್ಕಾರ ಎಲ್ಲ ಪ್ರಯತ್ನ ನಡೆಸಲಿದೆ ಎಂದು ಕಾನೂನು ಮತ್ತು ಸಂಸದೀಯ ವ್ಯವಹಾರಗಳ ಸಚಿವ ಜೆ.ಸಿ.ಮಾಧುಸ್ವಾಮಿ ವಿಧಾನಸಭೆಯಲ್ಲಿ ಭರವಸೆ ನೀಡಿದರು. ಶೂನ್ಯ ವೇಳೆಯಲ್ಲಿ ಶಾಸಕ ಬಿ.ಕೆ.ಸಂಗಮೇಶ್ವರ ಪ್ರಸ್ತಾಪಿಸಿದ ವಿಷಯಕ್ಕೆ ಉತ್ತರಿಸಿದ ಅವರು, ಕಾರ್ಖಾನೆ ಮುಚ್ಚುವ ಕೇಂದ್ರದ ನಿರ್ಧಾರವನ್ನು ಪುನರ್ ಪರಿಶೀಲಿಸುವಂತೆ ಮನವಿ ಮಾಡಲಾಗುವುದು. ಕಾರ್ಮಿಕರ ಹಿತ ಕಾಪಾಡಲು ಸರ್ಕಾರ ಬದ್ಧವಾಗಿದೆ. ಕಾರ್ಖಾನೆಯ ಪುನಶ್ಚೇತನಕ್ಕೆ ಅಗತ್ಯವಾದ ಭೂಮಿ ಹಾಗೂ ಕಬ್ಬಿಣದ ಅದಿರು ಗಣಿ ಮಂಜೂರು ಮಾಡಲು ರಾಜ್ಯ ಸರ್ಕಾರ ಸಿದ್ಧವಿದೆ. ಈ ಬಗ್ಗೆ ಮುಖ್ಯಮಂತ್ರಿಗಳು ಕೇಂದ್ರ ಉಕ್ಕು ಸಚಿವರ ಜೊತೆ ಚರ್ಚಿಸಲಿದ್ದಾರೆ. ಸಾವಿರಾರು ಕುಟುಂಬಗಳು ಈ ಕಾರ್ಖಾನೆಯನ್ನು ಅವಲಂಬಿಸಿವೆ. ಅವರ ಬದುಕು ಬೀದಿಗೆ ಬೀಳದಂತೆ ನೋಡಿಕೊಳ್ಳಲಾಗುವುದು ಎಂದು ಸದನಕ್ಕೆ ತಿಳಿಸಿದರು. ವಿರೋಧ ಪಕ್ಷದ ಸದಸ್ಯರು ಕೂಡ ಈ ವಿಷಯದಲ್ಲಿ ಸರ್ಕಾರಕ್ಕೆ ಬೆಂಬಲ ವ್ಯಕ್ತಪಡಿಸಿದರು. ಸರ್ವಪಕ್ಷ ನಿಯೋಗವನ್ನು ದೆಹಲಿಗೆ ಕೊಂಡೊಯ್ಯುವಂತೆ ಒತ್ತಾಯಿಸಿದರು.: [348, 722, 704, 798]
- event-item: ■ ಶ್ರೀ ಕೃಷ್ಣಧಾಮ: ಮಾಘ ಮಾಸದ ವಿಶೇಷ ಪೂಜೆ ಹಾಗೂ ಭಜನೆ, ಸ್ಥಳ: ಕೃಷ್ಣಮೂರ್ತಿಪುರಂ, ಬೆಳಿಗ್ಗೆ 8: [301, 1306, 604, 1319]
- story-body: ಕೇಂದ್ರ ಸರ್ಕಾರದ ನ್ಯಾಷನಲ್ ಬಿಲ್ಡಿಂಗ್ ಕನ್‌ಸ್ಟ್ರಕ್ಷನ್ ಕಾರ್ಪೊರೇಷನ್ ಸಂಸ್ಥೆಯ ಸಿಎಸ್‌ಆರ್ ನಿಧಿಯಡಿ 45 ಮಂದಿ ಸಂಶೋಧನಾ ವಿದ್ಯಾರ್ಥಿಗಳಿಗೆ ಲ್ಯಾಪ್‌ಟಾಪ್ ವಿತರಿಸಲಾಯಿತು. ಬಡ ಕುಟುಂಬದ ವಿದ್ಯಾರ್ಥಿಗಳಿಗೆ ಇದು ಹೆಚ್ಚು ಸಹಕಾರಿಯಾಗಲಿದೆ. ಕಳೆದ ಸಾಲಿನಲ್ಲಿ 30 ಮಂದಿಗೆ ಲ್ಯಾಪ್‌ಟಾಪ್ ನೀಡಲಾಗಿತ್ತು. ಈ ಬಾರಿ ಇನ್ನೂ 25 ಮಂದಿಗೆ ಲ್ಯಾಪ್‌ಟಾಪ್ ನೀಡಲು ಕ್ರಮ ವಹಿಸಲಾಗುವುದು ಎಂದು ಹೇಳಿದರು. ಕುಲಪತಿ ಪ್ರೊ.ಎನ್.ಕೆ.ಲೋಕನಾಥ್ ಮಾತನಾಡಿ, ಸಂಸದರ ನೆರವಿನಿಂದ ವಿವಿಯಲ್ಲಿ ಹಲವು ಅಭಿವೃದ್ಧಿ ಕಾರ್ಯಗಳು ನಡೆಯುತ್ತಿವೆ. ಸಂಶೋಧನಾ ವಿದ್ಯಾರ್ಥಿಗಳು ಲ್ಯಾಪ್‌ಟಾಪ್ ಸದುಪಯೋಗಪಡಿಸಿಕೊಳ್ಳಬೇಕು ಎಂದರು. ಕುಲಸಚಿವೆ ವಿ.ಆರ್.ಶೈಲಜಾ, ಹಣಕಾಸು ಅಧಿಕಾರಿ ಸಂಗೀತಾ ಗಜಾನನ ಭಟ್, ಸಿಂಡಿಕೇಟ್ ಸದಸ್ಯರು ಹಾಗೂ ವಿವಿಧ ವಿಭಾಗಗಳ ಮುಖ್ಯಸ್ಥರು ಉಪಸ್ಥಿತರಿದ್ದರು.: [763, 243, 922, 347]
- event-item: ■ ಕರ್ನಾಟಕ ಕಲಾಮಂದಿರ: ಭರತನಾಟ್ಯ ಕಾರ್ಯಕ್ರಮ, ಸಂಜೆ 6: [301, 1333, 604, 1346]
- subhead: ಸಾಹಿತಿ ಬನ್ನೂರು ರಾಜು ಅಭಿಮತ: [549, 891, 667, 905]
- event-detail: ಶಿವರಾತ್ರಿ ಸಂಗೀತೋತ್ಸವ, ಸ್ಥಳ: ರಾಮಾನುಜ ರಸ್ತೆ, ಸಂಜೆ 6: [365, 1361, 490, 1370]
- page-badge: [30, 48, 73, 74]
- story-water-supply: [30, 716, 286, 822]
- divider: [30, 823, 286, 824]
- panchanga-line-1: 16.2.2023 ಗುರುವಾರ, ಮೇ ನಕ್ಷತ್ರ: ಧನಿಷ್ಠ, 6.02.2023ರಿಂದ 18.02.2023: [347, 1250, 541, 1258]
- lead-body-right-top: [763, 153, 922, 483]
- panchanga-line-2: ಶ್ರೀ ಶುಭಕೃತ್ ನಾಮ ಸಂವತ್ಸರ, ಉತ್ತರಾಯಣ, ಶಿಶಿರ ಋತು, ಮಾಘ ಮಾಸ, ಕೃಷ್ಣ ಪಕ್ಷ: [351, 1259, 537, 1268]
- story-shivaratri: [30, 80, 286, 252]
- event-item: ■ ಜಗನ್ಮೋಹನ ಅರಮನೆ: ಚಿತ್ರಕಲಾ ಪ್ರದರ್ಶನ, ಬೆಳಿಗ್ಗೆ 10 ರಿಂದ ಸಂಜೆ 6: [614, 1319, 917, 1332]
- story-body: ಮೈಸೂರು, ಫೆ.15– ದೆಹಲಿಯ ಗಣರಾಜ್ಯೋತ್ಸವ ಪರೇಡ್‌ನಲ್ಲಿ ಪಾಲ್ಗೊಂಡಿದ್ದ ಮೈಸೂರು ಗ್ರೂಪ್‌ನ ಎನ್‌ಸಿಸಿ ಕೆಡೆಟ್‌ಗಳನ್ನು ಎನ್‌ಸಿಸಿ ಗ್ರೂಪ್ ಕೇಂದ್ರ ಕಚೇರಿಯಲ್ಲಿ ಅಭಿನಂದಿಸಲಾಯಿತು. ಬೆಂಗಳೂರಿನ ಕರ್ನಾಟಕ ಮತ್ತು ಗೋವಾ ಎನ್‌ಸಿಸಿ ನಿರ್ದೇಶನಾಲಯದ ಉಪ ಮಹಾನಿರ್ದೇಶಕರು ಕೆಡೆಟ್‌ಗಳಿಗೆ ಪ್ರಶಂಸಾ ಪತ್ರ ವಿತರಿಸಿ ಮಾತನಾಡಿ, ಶಿಸ್ತು ಮತ್ತು ದೇಶಸೇವೆಯ ಮನೋಭಾವ ಬೆಳೆಸಿಕೊಳ್ಳಬೇಕು ಎಂದರು. ರಾಜ್ಯವನ್ನು ಪ್ರತಿನಿಧಿಸಿದ ಕೆಡೆಟ್‌ಗಳು ಪ್ರಧಾನಮಂತ್ರಿ ರ್‍ಯಾಲಿ ಹಾಗೂ ವಿವಿಧ ಸ್ಪರ್ಧೆಗಳಲ್ಲಿ ಉತ್ತಮ ಪ್ರದರ್ಶನ ನೀಡಿದ್ದರು. ಕರ್ನಲ್ ದರ್ಜೆಯ ಅಧಿಕಾರಿಗಳು, ಬೋಧಕ ಸಿಬ್ಬಂದಿ ಹಾಗೂ ಕೆಡೆಟ್‌ಗಳ ಪೋಷಕರು ಕಾರ್ಯಕ್ರಮದಲ್ಲಿ ಉಪಸ್ಥಿತರಿದ್ದರು.: [30, 932, 286, 988]
- divider: [759, 153, 760, 681]
- event-detail: ನಾಟಕ ಪ್ರದರ್ಶನ, ಸ್ಥಳ: ಭೂಮಿಗೀತ, ಸಂಜೆ 6.30: [341, 1321, 450, 1330]
- event-item: ■ ಮೈಸೂರು ವಿಶ್ವವಿದ್ಯಾನಿಲಯ: ವಿಚಾರ ಸಂಕಿರಣ ಉದ್ಘಾಟನೆ, ಸ್ಥಳ: ವಿಜ್ಞಾನ ಭವನ, ಬೆಳಿಗ್ಗೆ 10.30: [301, 1346, 604, 1359]
- lead-subheads: [418, 153, 756, 189]
- story-body: ಮೈಸೂರು, ಫೆ. 15– ನಮ್ಮಲ್ಲಿ ಎರಡು ವರ್ಗದ ಕವಿಗಳಿದ್ದಾರೆ. ಒಂದು ಆತ್ಮಮುಖಿ, ಮತ್ತೊಂದು ಸಮಾಜಮುಖಿ. ರಾಷ್ಟ್ರಕವಿ ಜಿ.ಎಸ್.ಶಿವರುದ್ರಪ್ಪ ಹಾಗೂ ನಿತ್ಯೋತ್ಸವ ಕವಿ ಕೆ.ಎಸ್.ನಿಸಾರ್ ಅಹಮದ್ ಇಬ್ಬರೂ ಸಮಾಜಮುಖಿ ಕವಿಗಳು ಎಂದು ಸಾಹಿತಿ ಬನ್ನೂರು ಕೆ.ರಾಜು ಅಭಿಪ್ರಾಯಪಟ್ಟರು. ನಗರದ ಕರ್ನಾಟಕ ಕಲಾಮಂದಿರದ ಮನೆಯಂಗಳದಲ್ಲಿ ಆಯೋಜಿಸಿದ್ದ ಜಿಎಸ್ಸೆಸ್ ಹಾಗೂ ನಿಸಾರ್ ಅಹಮದ್ ಸ್ಮರಣಾರ್ಥ ಕಾವ್ಯ ಸಂಜೆ ಕಾರ್ಯಕ್ರಮದಲ್ಲಿ ಮಾತನಾಡಿದ ಅವರು, ಇಬ್ಬರೂ ಕವಿಗಳು ಕನ್ನಡ ಕಾವ್ಯಕ್ಕೆ ಹೊಸ ಆಯಾಮ ನೀಡಿದರು. ಎದೆ ತುಂಬಿ ಹಾಡಿದೆನು ಅಂದು ನಾನು ಎಂಬ ಗೀತೆ ಹಾಗೂ ಜೋಗದ ಸಿರಿ ಬೆಳಕಿನಲ್ಲಿ ಗೀತೆ ಜನಮಾನಸದಲ್ಲಿ ಅಚ್ಚಳಿಯದೆ ಉಳಿದಿವೆ ಎಂದರು.: [294, 912, 434, 1016]
- headline: ಭದ್ರಾವತಿ ಉಕ್ಕು ಮತ್ತು ಕಬ್ಬಿಣ ಕಾರ್ಖಾನೆ ಉಳಿಸಲು ಕ್ರಮ: [294, 688, 529, 702]
- lead-kicker-box: [294, 80, 922, 104]
- rashtrakavi-headline-box: [294, 869, 922, 911]
- event-title: ನಟನ ರಂಗಶಾಲೆ: [625, 1295, 661, 1303]
- poets-event-photo: [438, 912, 722, 1022]
- print-registration-bar: [850, 1404, 890, 1414]
- portrait-photo: [791, 153, 895, 239]
- event-title: ಪ್ರೀತಿ ಪರಿವಾರ: [625, 1361, 656, 1370]
- akashvani-title: ಮೈಸೂರು ಆಕಾಶವಾಣಿ: [596, 1122, 806, 1137]
- section-name: ಮೈಸೂರು ನಗರ: [83, 51, 165, 70]
- story-body: ಕೇಂದ್ರ ಸರ್ಕಾರದ ನ್ಯಾಷನಲ್ ಬಿಲ್ಡಿಂಗ್ ಕನ್‌ಸ್ಟ್ರಕ್ಷನ್ ಕಾರ್ಪೊರೇಷನ್ ಸಂಸ್ಥೆಯ ಸಿಎಸ್‌ಆರ್ ನಿಧಿಯಡಿ 45 ಮಂದಿ ಸಂಶೋಧನಾ ವಿದ್ಯಾರ್ಥಿಗಳಿಗೆ ಲ್ಯಾಪ್‌ಟಾಪ್ ವಿತರಿಸಲಾಯಿತು. ಬಡ ಕುಟುಂಬದ ವಿದ್ಯಾರ್ಥಿಗಳಿಗೆ ಇದು ಹೆಚ್ಚು ಸಹಕಾರಿಯಾಗಲಿದೆ. ಕಳೆದ ಸಾಲಿನಲ್ಲಿ 30 ಮಂದಿಗೆ ಲ್ಯಾಪ್‌ಟಾಪ್ ನೀಡಲಾಗಿತ್ತು. ಈ ಬಾರಿ ಇನ್ನೂ 25 ಮಂದಿಗೆ ಲ್ಯಾಪ್‌ಟಾಪ್ ನೀಡಲು ಕ್ರಮ ವಹಿಸಲಾಗುವುದು ಎಂದು ಹೇಳಿದರು. ಕುಲಪತಿ ಪ್ರೊ.ಎನ್.ಕೆ.ಲೋಕನಾಥ್ ಮಾತನಾಡಿ, ಸಂಸದರ ನೆರವಿನಿಂದ ವಿವಿಯಲ್ಲಿ ಹಲವು ಅಭಿವೃದ್ಧಿ ಕಾರ್ಯಗಳು ನಡೆಯುತ್ತಿವೆ. ಸಂಶೋಧನಾ ವಿದ್ಯಾರ್ಥಿಗಳು ಲ್ಯಾಪ್‌ಟಾಪ್ ಸದುಪಯೋಗಪಡಿಸಿಕೊಳ್ಳಬೇಕು ಎಂದರು. ಕುಲಸಚಿವೆ ವಿ.ಆರ್.ಶೈಲಜಾ, ಹಣಕಾಸು ಅಧಿಕಾರಿ ಸಂಗೀತಾ ಗಜಾನನ ಭಟ್, ಸಿಂಡಿಕೇಟ್ ಸದಸ್ಯರು ಹಾಗೂ ವಿವಿಧ ವಿಭಾಗಗಳ ಮುಖ್ಯಸ್ಥರು ಉಪಸ್ಥಿತರಿದ್ದರು.: [386, 581, 756, 628]
- lead-body-right-bottom: [763, 487, 922, 681]
- page-number: 2: [49, 50, 70, 72]
- event-item: ■ ಜ್ಞಾನ ದೀಪ: ಉಪನ್ಯಾಸ ಮಾಲಿಕೆ, ಸ್ಥಳ: ವಿ.ವಿ.ಮೊಹಲ್ಲಾ, ಸಂಜೆ 5.30: [614, 1346, 917, 1359]
- event-title: ಕರ್ನಾಟಕ ಕಲಾಮಂದಿರ: [312, 1334, 362, 1343]
- event-detail: ವಿಚಾರ ಸಂಕಿರಣ ಉದ್ಘಾಟನೆ, ಸ್ಥಳ: ವಿಜ್ಞಾನ ಭವನ, ಬೆಳಿಗ್ಗೆ 10.30: [376, 1347, 521, 1356]
- lead-body-continued: [294, 369, 382, 681]
- rashtrakavi-body-left: [294, 912, 434, 1088]
